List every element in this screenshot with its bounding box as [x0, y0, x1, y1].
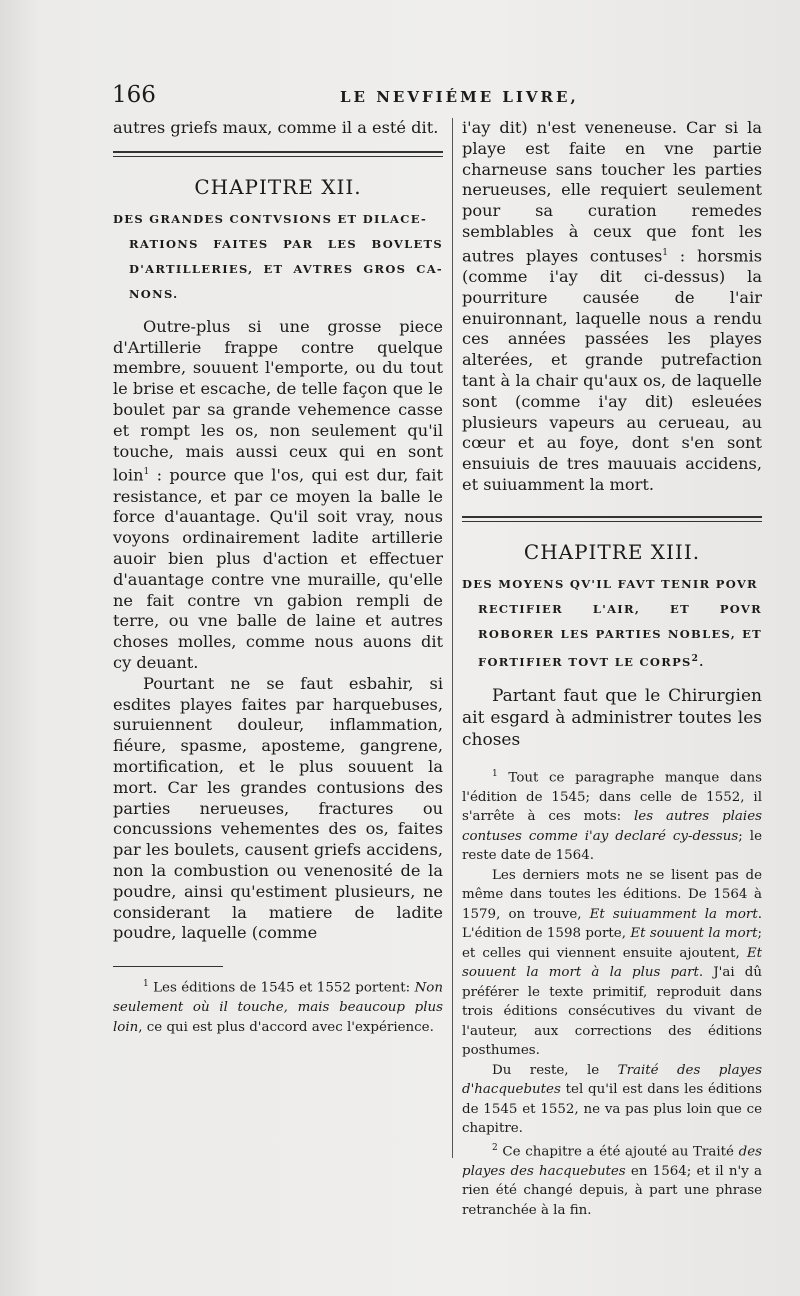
fn2-b: . L'édition de 1598 porte,: [462, 906, 762, 942]
fn4-italic: des playes des hacquebutes: [462, 1144, 762, 1179]
footnote-1-italic: Non seulement où il touche, mais beaucoup plus loin: [113, 980, 443, 1035]
fn3-italic: Traité des playes d'hacquebutes: [462, 1062, 762, 1098]
footnote-1-right: [462, 765, 762, 866]
chapter-xiii-subtitle: [462, 572, 762, 675]
right-paragraph-1-a: i'ay dit) n'est veneneuse. Car si la playe est faite en vne partie charneuse sans toucher les parties nerueuses, elle requiert seulement pour sa curation remedes semblables à ceux que font les autres playes contuses: [462, 118, 762, 266]
right-column: [462, 118, 762, 1220]
footnote-ref-1-right: 1: [662, 247, 669, 258]
fn2-a: Les derniers mots ne se lisent pas de même dans toutes les éditions. De 1564 à 1579, on trouve,: [462, 867, 762, 922]
footnote-1: [113, 975, 443, 1037]
footnote-ref-2: 2: [691, 653, 700, 664]
fn3-a: Du reste, le: [492, 1062, 618, 1078]
paragraph-1-a: Outre-plus si une grosse piece d'Artillerie frappe contre quelque membre, souuent l'emporte, ou du tout le brise et escache, de telle façon que le boulet par sa grande vehemence casse et rompt les os, non seulement qu'il touche, mais aussi ceux qui en sont loin: [113, 316, 443, 485]
paragraph-1-b: : pource que l'os, qui est dur, fait resistance, et par ce moyen la balle le force d'auantage. Qu'il soit vray, nous voyons ordinairement ladite artillerie auoir bien plus d'action et effectuer d'auantage contre vne muraille, qu'elle ne fait contre vn gabion rempli de terre, ou vne balle de laine et autres choses molles, comme nous auons dit cy deuant.: [113, 465, 443, 672]
fn2-c: ; et celles qui viennent ensuite ajoutent,: [462, 926, 762, 961]
fn2-italic-1: Et suiuamment la mort: [589, 906, 758, 922]
footnote-1-right-cont: [462, 866, 762, 1061]
chapter-xii-subtitle-rest: RATIONS FAITES PAR LES BOVLETS D'ARTILLERIES, ET AVTRES GROS CA-NONS.: [129, 236, 443, 301]
page-header: [112, 82, 762, 112]
continuation-text: autres griefs maux, comme il a esté dit.: [113, 118, 439, 137]
footnote-2-number: 2: [492, 1142, 498, 1153]
right-paragraph-2: Partant faut que le Chirurgien ait esgard à administrer toutes les choses: [462, 685, 762, 750]
footnote-rule: [113, 966, 223, 967]
footnote-1-b: , ce qui est plus d'accord avec l'expérience.: [138, 1019, 434, 1035]
fn4-b: en 1564; et il n'y a rien été changé depuis, à part une phrase retranchée à la fin.: [462, 1163, 763, 1218]
footnote-1-a: Les éditions de 1545 et 1552 portent:: [153, 980, 415, 996]
running-title: LE NEVFIÉME LIVRE,: [340, 88, 579, 106]
left-column: [113, 118, 443, 1037]
fn2-italic-3: Et souuent la mort à la plus part: [462, 945, 762, 981]
chapter-xiii-subtitle-rest: RECTIFIER L'AIR, ET POVR ROBORER LES PARTIES NOBLES, ET FORTIFIER TOVT LE CORPS$^2$.: [478, 601, 762, 669]
right-paragraph-1-b: : horsmis (comme i'ay dit ci-dessus) la pourriture causée de l'air enuironnant, laquelle nous a rendu ces années passées les playes alterées, et grande putrefaction tant à la chair qu'aux os, de laquelle sont (comme i'ay dit) esleuées plusieurs vapeurs au cerueau, au cœur et au foye, dont s'en sont ensuiuis de tres mauuais accidens, et suiuamment la mort.: [462, 246, 762, 494]
fn2-italic-2: Et souuent la mort: [630, 926, 758, 942]
footnote-1-right-number: 1: [492, 768, 498, 779]
footnote-1-right-b: ; le reste date de 1564.: [462, 828, 762, 864]
paragraph-1: [113, 317, 443, 674]
footnote-2-right: [462, 1139, 762, 1220]
chapter-xiii-title: CHAPITRE XIII.: [523, 539, 701, 564]
footnote-1-number: 1: [143, 979, 149, 990]
column-divider: [452, 118, 453, 1158]
fn3-b: tel qu'il est dans les éditions de 1545 et 1552, ne va pas plus loin que ce chapitre.: [462, 1082, 762, 1137]
footnote-1-right-a: Tout ce paragraphe manque dans l'édition de 1545; dans celle de 1552, il s'arrête à ces mots:: [462, 770, 762, 825]
right-paragraph-1: [462, 118, 762, 496]
footnote-ref-1: 1: [143, 467, 150, 478]
fn4-a: Ce chapitre a été ajouté au Traité: [502, 1144, 739, 1159]
chapter-xii-subtitle-line1: DES GRANDES CONTVSIONS ET DILACE-: [113, 211, 428, 226]
chapter-separator: [113, 151, 443, 157]
chapter-separator-right: [462, 516, 762, 522]
footnote-1-right-cont2: [462, 1061, 762, 1139]
chapter-xiii-subtitle-text: RECTIFIER L'AIR, ET POVR ROBORER LES PARTIES NOBLES, ET FORTIFIER TOVT LE CORPS: [478, 601, 762, 669]
chapter-xii-title: CHAPITRE XII.: [194, 174, 362, 199]
fn2-d: . J'ai dû préférer le texte primitif, reproduit dans trois éditions consécutives du vivant de l'auteur, aux corrections des éditions posthumes.: [462, 965, 762, 1059]
chapter-xiii-subtitle-line1: DES MOYENS QV'IL FAVT TENIR POVR: [462, 576, 758, 591]
footnote-1-right-italic: les autres plaies contuses comme i'ay declaré cy-dessus: [462, 809, 762, 844]
chapter-xii-subtitle: [113, 207, 443, 307]
spacer: [462, 751, 762, 765]
paragraph-2: Pourtant ne se faut esbahir, si esdites playes faites par harquebuses, suruiennent douleur, inflammation, fiéure, spasme, aposteme, gangrene, mortification, et le plus souuent la mort. Car les grandes contusions des parties nerueuses, fractures ou concussions vehementes des os, faites par les boulets, causent griefs accidens, non la combustion ou venenosité de la poudre, ainsi qu'estiment plusieurs, ne considerant la matiere de ladite poudre, laquelle (comme: [113, 673, 443, 943]
page-number: 166: [112, 82, 156, 108]
